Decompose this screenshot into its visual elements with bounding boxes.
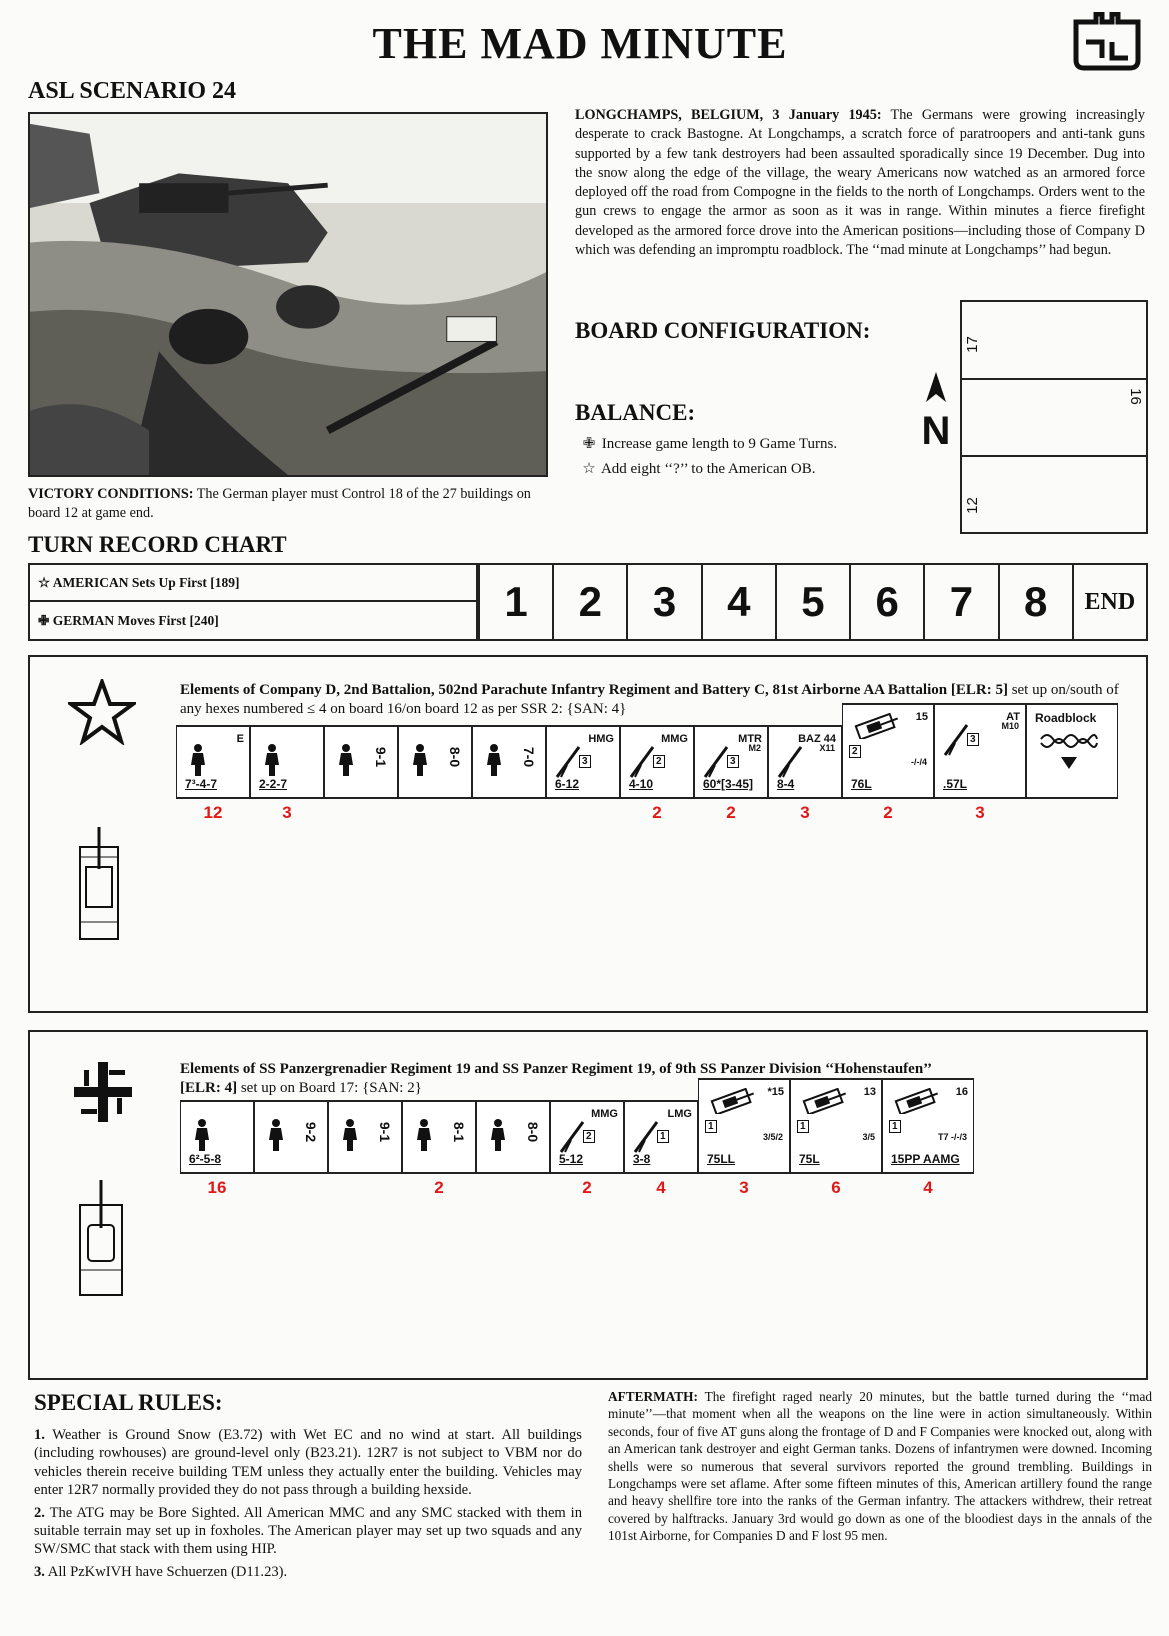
- leader-rating: 7-0: [520, 746, 537, 768]
- german-setup: set up on Board 17: {SAN: 2}: [237, 1080, 422, 1096]
- north-arrow-icon: [916, 372, 956, 406]
- counter-top-label: LMG: [667, 1108, 692, 1120]
- turn-box: 2: [552, 565, 626, 639]
- counter-bottom-label: 6²-5-8: [189, 1152, 222, 1166]
- special-rule: [34, 1563, 582, 1581]
- german-counter-slot: [402, 1100, 476, 1197]
- leader-rating: 8-1: [450, 1121, 467, 1143]
- counter-quantity: 2: [726, 803, 736, 822]
- counter-top-label: 16: [955, 1086, 968, 1098]
- soldier-icon: [259, 743, 285, 777]
- board-16: [962, 380, 1146, 457]
- counter-bottom-label: 75LL: [707, 1152, 736, 1166]
- turn-box: 6: [849, 565, 923, 639]
- counter-quantity: 2: [434, 1178, 444, 1197]
- american-counter-slot: [934, 703, 1026, 822]
- german-counter-slot: [254, 1100, 328, 1174]
- american-balance-text: Add eight ‘‘?’’ to the American OB.: [600, 461, 816, 477]
- counter-quantity: 4: [923, 1178, 933, 1197]
- american-unit-counter: [768, 725, 842, 799]
- counter-bottom-label: 5-12: [559, 1152, 584, 1166]
- american-side-row: [30, 565, 476, 602]
- american-unit-counter: [620, 725, 694, 799]
- german-unit-counter: [254, 1100, 328, 1174]
- american-counter-slot: [768, 725, 842, 822]
- american-tank-destroyer-icon: [74, 827, 124, 942]
- american-counter-slot: [398, 725, 472, 799]
- special-rule: [34, 1426, 582, 1500]
- counter-bottom-label: 15PP AAMG: [891, 1152, 960, 1166]
- american-counter-slot: [842, 703, 934, 822]
- german-balance: [580, 434, 837, 453]
- german-counter-slot: [180, 1100, 254, 1197]
- counter-bottom-label: 4-10: [629, 777, 654, 791]
- counter-sub-label: M2: [748, 743, 761, 753]
- counter-box-value: 1: [705, 1120, 717, 1133]
- american-star-icon: ☆: [582, 461, 596, 477]
- soldier-icon: [185, 743, 211, 777]
- turn-record-chart: [28, 563, 1148, 641]
- american-unit-counter: [472, 725, 546, 799]
- german-unit-counter: [882, 1078, 974, 1174]
- counter-bottom-label: 6-12: [555, 777, 580, 791]
- counter-quantity: 2: [652, 803, 662, 822]
- soldier-icon: [333, 743, 359, 777]
- counter-sub-label: 3/5: [862, 1132, 875, 1142]
- board-configuration-heading: BOARD CONFIGURATION:: [575, 318, 871, 343]
- german-cross-icon: ✙: [38, 613, 50, 628]
- american-counter-slot: [1026, 703, 1118, 799]
- board-configuration-map: [960, 300, 1148, 534]
- counter-box-value: 3: [579, 755, 591, 768]
- weapon-icon: [775, 743, 805, 779]
- american-unit-counter: [398, 725, 472, 799]
- counter-box-value: 2: [583, 1130, 595, 1143]
- german-counter-slot: [790, 1078, 882, 1197]
- board-12: [962, 457, 1146, 532]
- counter-top-label: 15: [915, 711, 928, 723]
- special-rules-heading: SPECIAL RULES:: [34, 1390, 223, 1415]
- leader-rating: 8-0: [524, 1121, 541, 1143]
- counter-box-value: 1: [889, 1120, 901, 1133]
- german-unit-counter: [550, 1100, 624, 1174]
- counter-bottom-label: 76L: [851, 777, 872, 791]
- american-unit-counter: [1026, 703, 1118, 799]
- counter-sub-label: X11: [819, 743, 835, 753]
- counter-box-value: 3: [727, 755, 739, 768]
- counter-top-label: *15: [767, 1086, 784, 1098]
- american-unit-counter: [546, 725, 620, 799]
- counter-box-value: 2: [849, 745, 861, 758]
- counter-top-label: MTR: [738, 733, 762, 745]
- german-elr: [ELR: 4]: [180, 1080, 238, 1096]
- vehicle-icon: [893, 1088, 941, 1114]
- american-star-icon: ☆: [38, 575, 51, 590]
- german-side-row: [30, 603, 476, 640]
- german-unit-counter: [790, 1078, 882, 1174]
- german-counter-slot: [328, 1100, 402, 1174]
- american-counter-slot: [472, 725, 546, 799]
- german-counter-slot: [698, 1078, 790, 1197]
- turn-box: 3: [626, 565, 700, 639]
- scenario-title: THE MAD MINUTE: [372, 19, 788, 68]
- rule-text: Weather is Ground Snow (E3.72) with Wet EC and no wind at start. All buildings (including rowhouses) are ground-level only (B23.21). 12R7 is not subject to VBM nor do vehicles therein receive building TEM unless they actually enter the building. Vehicles may enter 12R7 normally provided they do not pass through a building hexside.: [34, 1427, 582, 1499]
- counter-quantity: 6: [831, 1178, 841, 1197]
- aftermath-lead: AFTERMATH:: [608, 1389, 698, 1404]
- soldier-icon: [481, 743, 507, 777]
- board-17-label: 17: [963, 336, 981, 353]
- american-star-icon: [68, 679, 136, 745]
- soldier-icon: [189, 1118, 215, 1152]
- counter-top-label: 13: [863, 1086, 876, 1098]
- counter-sub-label: 3/5/2: [762, 1132, 783, 1142]
- counter-quantity: 3: [739, 1178, 749, 1197]
- historical-photo: [28, 112, 548, 477]
- north-label: N: [921, 409, 951, 453]
- board-16-label: 16: [1127, 388, 1145, 405]
- turn-record-heading: TURN RECORD CHART: [28, 532, 287, 557]
- intro-lead: LONGCHAMPS, BELGIUM, 3 January 1945:: [575, 107, 882, 123]
- turn-box: 7: [923, 565, 997, 639]
- soldier-icon: [411, 1118, 437, 1152]
- american-balance: [580, 459, 815, 478]
- counter-quantity: 3: [975, 803, 985, 822]
- counter-bottom-label: 75L: [799, 1152, 820, 1166]
- german-counter-slot: [624, 1100, 698, 1197]
- counter-top-label: MMG: [591, 1108, 618, 1120]
- german-force-units: Elements of SS Panzergrenadier Regiment 19 and SS Panzer Regiment 19, of 9th SS Panzer Division ‘‘Hohenstaufen’’: [180, 1061, 933, 1077]
- north-arrow: [916, 372, 956, 452]
- victory-lead: VICTORY CONDITIONS:: [28, 486, 194, 502]
- american-counter-slot: [250, 725, 324, 822]
- counter-quantity: 12: [203, 803, 223, 822]
- leader-rating: 9-1: [372, 746, 389, 768]
- german-cross-icon: ✙: [582, 436, 596, 452]
- scenario-number: ASL SCENARIO 24: [28, 78, 237, 104]
- turn-box: 1: [478, 565, 552, 639]
- american-unit-counter: [934, 703, 1026, 799]
- counter-sub-label: T7 -/-/3: [937, 1132, 967, 1142]
- german-unit-counter: [698, 1078, 790, 1174]
- counter-quantity: 4: [656, 1178, 666, 1197]
- counter-top-label: AT: [1006, 711, 1020, 723]
- publisher-logo: [1068, 12, 1146, 72]
- vehicle-icon: [801, 1088, 849, 1114]
- american-counter-slot: [620, 725, 694, 822]
- counter-quantity: 16: [207, 1178, 227, 1197]
- american-unit-counter: [842, 703, 934, 799]
- counter-sub-label: -/-/4: [910, 757, 927, 767]
- rule-number: 1.: [34, 1427, 45, 1443]
- counter-top-label: Roadblock: [1035, 711, 1097, 725]
- aftermath-text: The firefight raged nearly 20 minutes, but the battle turned during the ‘‘mad minute’’—that moment when all the weapons on the line were in action simultaneously. Within seconds, four of five AT guns along the frontage of D and F Companies were knocked out, along with an American tank destroyer and eight German tanks. Dozens of infantrymen were downed. Incoming shells were so numerous that several survivors reported the ground trembling. Buildings in Longchamps were set aflame. After some fifteen minutes of this, American artillery found the range and heavy shellfire tore into the ranks of the German infantry. The attackers withdrew, their retreat covered by halftracks. January 3rd would go down as one of the bloodiest days in the annals of the 101st Airborne, for Companies D and F lost 95 men.: [608, 1389, 1152, 1544]
- turn-record-sides: [28, 563, 478, 641]
- american-unit-counter: [324, 725, 398, 799]
- rule-number: 3.: [34, 1563, 45, 1580]
- counter-sub-label: M10: [1001, 721, 1019, 731]
- counter-quantity: 2: [582, 1178, 592, 1197]
- counter-top-label: E: [236, 733, 244, 745]
- historical-introduction: [575, 106, 1145, 260]
- vehicle-icon: [709, 1088, 757, 1114]
- american-unit-counter: [250, 725, 324, 799]
- rule-number: 2.: [34, 1504, 45, 1521]
- soldier-icon: [407, 743, 433, 777]
- german-counter-slot: [476, 1100, 550, 1174]
- american-setup: set up on/south of any hexes numbered ≤ 4 on board 16/on board 12 as per SSR 2: {SAN: 4}: [180, 682, 1119, 717]
- counter-quantity: 3: [282, 803, 292, 822]
- victory-text: The German player must Control 18 of the 27 buildings on board 12 at game end.: [28, 486, 531, 521]
- counter-top-label: BAZ 44: [798, 733, 836, 745]
- german-balance-text: Increase game length to 9 Game Turns.: [601, 436, 838, 452]
- turn-box-end: END: [1072, 565, 1146, 639]
- german-unit-counter: [180, 1100, 254, 1174]
- german-tank-icon: [76, 1180, 126, 1298]
- turn-box: 5: [775, 565, 849, 639]
- counter-box-value: 3: [967, 733, 979, 746]
- german-cross-icon: [74, 1062, 132, 1122]
- counter-top-label: MMG: [661, 733, 688, 745]
- counter-bottom-label: 2-2-7: [259, 777, 288, 791]
- counter-bottom-label: .57L: [943, 777, 968, 791]
- american-counter-slot: [694, 725, 768, 822]
- german-order-of-battle: [28, 1030, 1148, 1380]
- counter-box-value: 1: [657, 1130, 669, 1143]
- leader-rating: 9-2: [302, 1121, 319, 1143]
- american-unit-counter: [694, 725, 768, 799]
- leader-rating: 9-1: [376, 1121, 393, 1143]
- counter-box-value: 2: [653, 755, 665, 768]
- counter-box-value: 1: [797, 1120, 809, 1133]
- aftermath: [608, 1388, 1152, 1545]
- turn-box: 4: [701, 565, 775, 639]
- special-rule: [34, 1504, 582, 1559]
- counter-bottom-label: 7³-4-7: [185, 777, 218, 791]
- counter-quantity: 2: [883, 803, 893, 822]
- american-elr: [ELR: 5]: [950, 682, 1008, 698]
- victory-conditions: [28, 485, 558, 523]
- german-counter-slot: [882, 1078, 974, 1197]
- american-counter-row: [176, 703, 1118, 822]
- german-counter-slot: [550, 1100, 624, 1197]
- soldier-icon: [263, 1118, 289, 1152]
- american-order-of-battle: [28, 655, 1148, 1013]
- counter-top-label: HMG: [588, 733, 614, 745]
- german-unit-counter: [476, 1100, 550, 1174]
- vehicle-icon: [853, 713, 901, 739]
- counter-quantity: 3: [800, 803, 810, 822]
- german-moves-text: GERMAN Moves First [240]: [52, 613, 219, 628]
- turn-boxes: [478, 563, 1148, 641]
- board-12-label: 12: [963, 497, 981, 514]
- board-17: [962, 302, 1146, 380]
- roadblock-icon: [1039, 729, 1099, 773]
- american-force-units: Elements of Company D, 2nd Battalion, 502nd Parachute Infantry Regiment and Battery C, 81st Airborne AA Battalion: [180, 682, 948, 698]
- american-counter-slot: [176, 725, 250, 822]
- soldier-icon: [337, 1118, 363, 1152]
- german-unit-counter: [624, 1100, 698, 1174]
- rule-text: The ATG may be Bore Sighted. All American MMC and any SMC stacked with them in suitable terrain may set up in foxholes. The American player may set up two squads and any SW/SMC that stack with them using HIP.: [34, 1504, 582, 1558]
- german-counter-row: [180, 1078, 974, 1197]
- soldier-icon: [485, 1118, 511, 1152]
- counter-bottom-label: 8-4: [777, 777, 795, 791]
- american-counter-slot: [546, 725, 620, 799]
- turn-box: 8: [998, 565, 1072, 639]
- american-unit-counter: [176, 725, 250, 799]
- balance-heading: BALANCE:: [575, 400, 696, 425]
- counter-bottom-label: 60*[3-45]: [703, 777, 754, 791]
- intro-text: The Germans were growing increasingly desperate to crack Bastogne. At Longchamps, a scratch force of paratroopers and anti-tank guns supported by a few tank destroyers had been assaulted sporadically since 19 December. Dug into the snow along the edge of the village, the weary Americans now watched as an armored force deployed off the road from Compogne in the fields to the north of Longchamps. Orders went to the gun crews to engage the armor as soon as it was in range. Within minutes a fierce firefight developed as the armored force drove into the American positions—including those of Company D which was defending an impromptu roadblock. The ‘‘mad minute at Longchamps’’ had begun.: [575, 107, 1145, 259]
- american-counter-slot: [324, 725, 398, 799]
- american-setup-text: AMERICAN Sets Up First [189]: [52, 575, 240, 590]
- rule-text: All PzKwIVH have Schuerzen (D11.23).: [44, 1563, 288, 1580]
- german-unit-counter: [402, 1100, 476, 1174]
- german-unit-counter: [328, 1100, 402, 1174]
- special-rules: [34, 1426, 582, 1585]
- leader-rating: 8-0: [446, 746, 463, 768]
- counter-bottom-label: 3-8: [633, 1152, 651, 1166]
